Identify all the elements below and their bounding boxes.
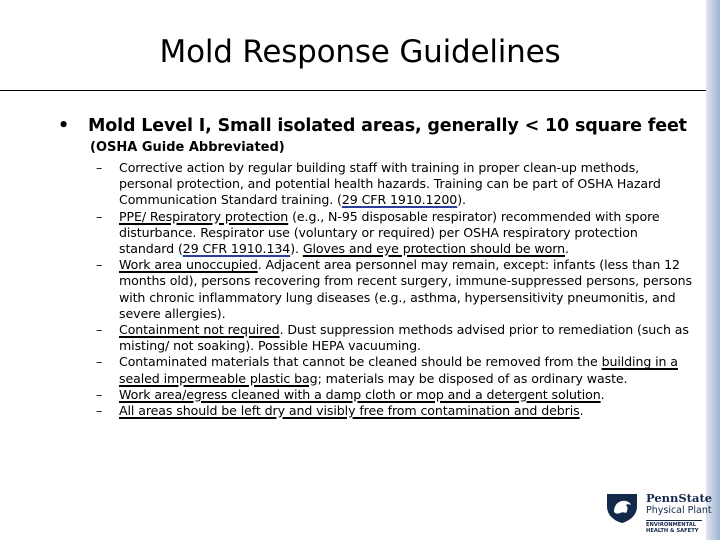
guideline-list [96, 160, 692, 419]
item-text: . [564, 241, 569, 257]
logo-dept-line-1: ENVIRONMENTAL [646, 522, 697, 528]
item-text: . [600, 386, 605, 402]
item-text: Contaminated materials that cannot be cleaned should be removed from the [119, 354, 602, 370]
item-emphasis: building in a sealed impermeable plastic bag [119, 354, 678, 386]
cfr-1910-1200-link[interactable]: 29 CFR 1910.1200 [341, 192, 458, 208]
item-text: (e.g., N-95 disposable respirator) recommended with spore disturbance. Respirator use (voluntary or required) per OSHA respiratory protection standard ( [119, 208, 660, 257]
item-text: . [579, 403, 584, 419]
list-item-ppe [96, 209, 692, 258]
item-text: ). [457, 192, 466, 208]
item-emphasis: PPE/ Respiratory protection [119, 208, 289, 224]
penn-state-logo [604, 488, 712, 538]
slide-side-bar [706, 0, 720, 540]
list-item-work-area [96, 257, 692, 322]
main-bullet-text: Mold Level I, Small isolated areas, generally < 10 square feet [88, 116, 687, 136]
dash-marker: – [96, 386, 103, 402]
main-bullet [58, 116, 687, 136]
main-bullet-note: (OSHA Guide Abbreviated) [90, 140, 285, 155]
dash-marker: – [96, 257, 103, 273]
list-item-training [96, 160, 692, 209]
nittany-lion-shield-icon [604, 492, 640, 524]
item-text: . Adjacent area personnel may remain, except: infants (less than 12 months old), persons recovering from recent surgery, immune-suppressed persons, persons with chronic inflammatory lung diseases (e.g., asthma, hypersensitivity pneumonitis, and severe allergies). [119, 257, 692, 321]
dash-marker: – [96, 354, 103, 370]
slide-title: Mold Response Guidelines [159, 34, 561, 70]
logo-divider [646, 520, 702, 521]
item-emphasis: All areas should be left dry and visibly free from contamination and debris [119, 403, 580, 419]
item-text: ). [290, 241, 303, 257]
item-text: . Dust suppression methods advised prior to remediation (such as misting/ not soaking). Possible HEPA vacuuming. [119, 322, 689, 354]
list-item-materials [96, 354, 692, 386]
dash-marker: – [96, 160, 103, 175]
dash-marker: – [96, 403, 103, 419]
logo-subtitle: Physical Plant [646, 505, 712, 516]
title-divider [0, 90, 706, 91]
dash-marker: – [96, 322, 103, 338]
item-text: Corrective action by regular building staff with training in proper clean-up methods, personal protection, and potential health hazards. Training can be part of OSHA Hazard Communication Standard training. ( [119, 160, 661, 208]
logo-department [646, 522, 716, 534]
item-emphasis: Gloves and eye protection should be worn [302, 241, 565, 257]
item-text: ; materials may be disposed of as ordinary waste. [317, 370, 628, 386]
list-item-cleaning [96, 387, 692, 403]
list-item-dry-areas [96, 403, 692, 419]
item-emphasis: Containment not required [119, 322, 280, 338]
dash-marker: – [96, 208, 103, 224]
logo-dept-line-2: HEALTH & SAFETY [646, 528, 699, 534]
logo-name: PennState [646, 491, 713, 505]
item-emphasis: Work area/egress cleaned with a damp cloth or mop and a detergent solution [119, 386, 601, 402]
bullet-marker: • [58, 116, 70, 136]
item-emphasis: Work area unoccupied [119, 257, 258, 273]
cfr-1910-134-link[interactable]: 29 CFR 1910.134 [182, 241, 291, 257]
list-item-containment [96, 322, 692, 354]
